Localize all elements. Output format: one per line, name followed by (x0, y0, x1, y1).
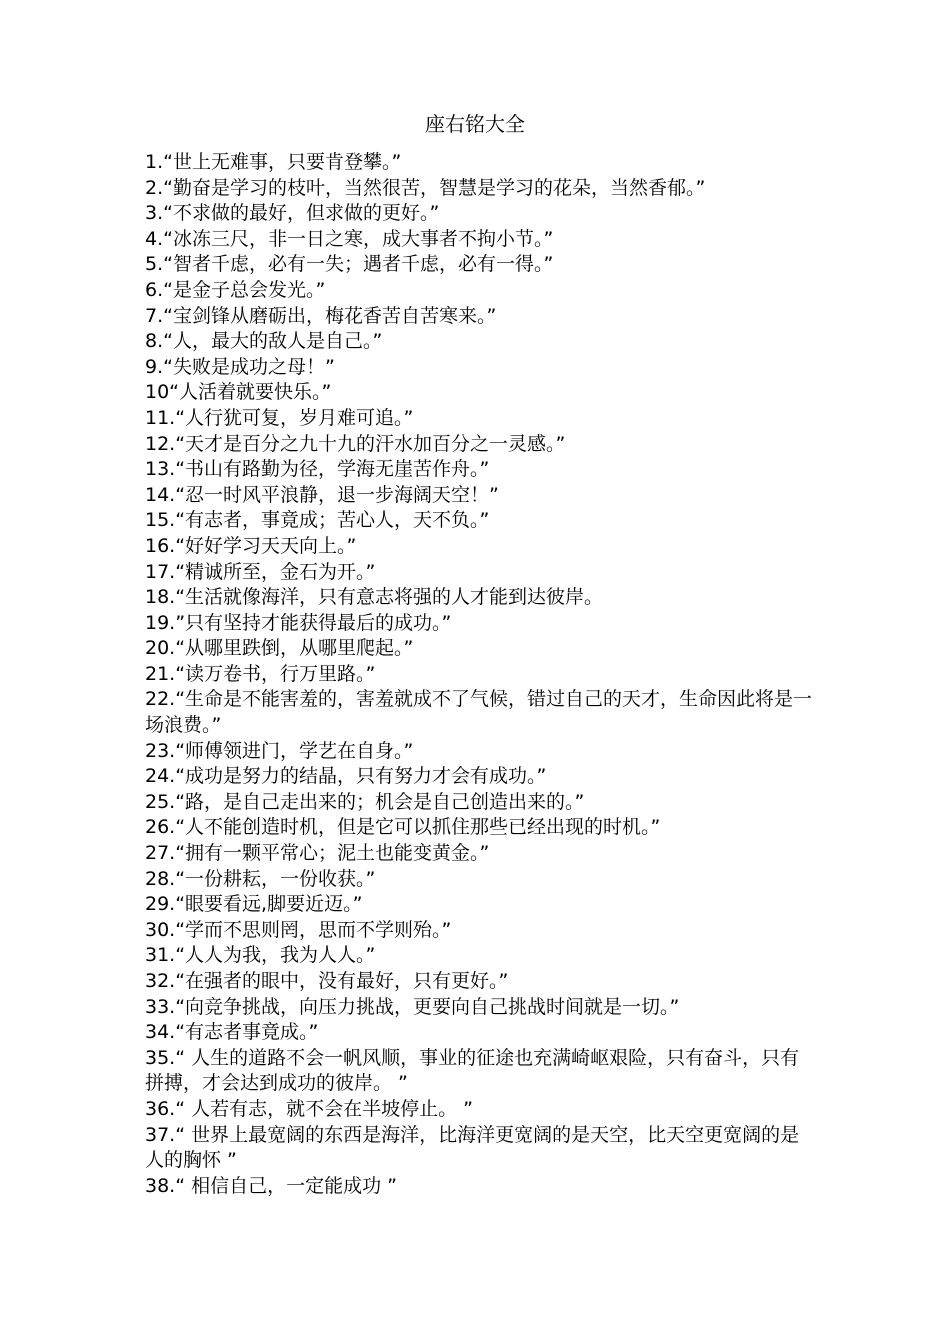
quote-item: 11.“人行犹可复，岁月难可追。” (145, 406, 414, 429)
quote-item: 30.“学而不思则罔，思而不学则殆。” (145, 918, 452, 941)
quote-item: 31.“人人为我，我为人人。” (145, 944, 376, 967)
quote-item: 27.“拥有一颗平常心；泥土也能变黄金。” (145, 842, 490, 865)
quote-item: 34.“有志者事竟成。” (145, 1021, 319, 1044)
quote-item: 13.“书山有路勤为径，学海无崖苦作舟。” (145, 458, 490, 481)
quote-item: 28.“一份耕耘，一份收获。” (145, 867, 376, 890)
quote-item: 3.“不求做的最好，但求做的更好。” (145, 202, 440, 225)
quote-item: 14.“忍一时风平浪静，退一步海阔天空！” (145, 483, 499, 506)
quote-item: 17.“精诚所至，金石为开。” (145, 560, 376, 583)
quote-item: 35.“ 人生的道路不会一帆风顺，事业的征途也充满崎岖艰险，只有奋斗，只有拼搏，才会达到成功的彼岸。 ” (145, 1046, 800, 1095)
quote-item: 6.“是金子总会发光。” (145, 278, 326, 301)
quote-item: 10“人活着就要快乐。” (145, 381, 332, 404)
quote-item: 21.“读万卷书，行万里路。” (145, 662, 376, 685)
quote-item: 37.“ 世界上最宽阔的东西是海洋，比海洋更宽阔的是天空，比天空更宽阔的是人的胸怀 ” (145, 1123, 800, 1172)
quote-item: 19.”只有坚持才能获得最后的成功。” (145, 611, 452, 634)
quote-item: 38.“ 相信自己，一定能成功 ” (145, 1174, 397, 1197)
quote-item: 22.“生命是不能害羞的，害羞就成不了气候，错过自己的天才，生命因此将是一场浪费。” (145, 688, 813, 737)
quote-item: 32.“在强者的眼中，没有最好，只有更好。” (145, 970, 509, 992)
quote-item: 20.“从哪里跌倒，从哪里爬起。” (145, 637, 414, 660)
quote-item: 8.“人，最大的敌人是自己。” (145, 330, 383, 353)
quote-item: 15.“有志者，事竟成；苦心人，天不负。” (145, 509, 490, 532)
quote-item: 2.“勤奋是学习的枝叶，当然很苦，智慧是学习的花朵，当然香郁。” (145, 176, 706, 199)
quote-item: 1.“世上无难事，只要肯登攀。” (145, 151, 402, 173)
quote-list (145, 150, 815, 1199)
quote-item: 25.“路，是自己走出来的；机会是自己创造出来的。” (145, 790, 585, 813)
quote-item: 18.“生活就像海洋，只有意志将强的人才能到达彼岸。 (145, 586, 604, 609)
quote-item: 7.“宝剑锋从磨砺出，梅花香苦自苦寒来。” (145, 304, 497, 327)
quote-item: 16.“好好学习天天向上。” (145, 534, 357, 557)
quote-item: 12.“天才是百分之九十九的汗水加百分之一灵感。” (145, 432, 566, 455)
quote-item: 33.“向竞争挑战，向压力挑战，更要向自己挑战时间就是一切。” (145, 995, 680, 1018)
quote-item: 29.“眼要看远,脚要近迈。” (145, 893, 363, 916)
quote-item: 24.“成功是努力的结晶，只有努力才会有成功。” (145, 765, 547, 788)
quote-item: 36.“ 人若有志，就不会在半坡停止。 ” (145, 1097, 473, 1120)
document-title: 座右铭大全 (425, 112, 525, 136)
quote-item: 9.“失败是成功之母！” (145, 355, 335, 378)
quote-item: 26.“人不能创造时机，但是它可以抓住那些已经出现的时机。” (145, 816, 661, 839)
quote-item: 5.“智者千虑，必有一失；遇者千虑，必有一得。” (145, 253, 554, 276)
quote-item: 4.“冰冻三尺，非一日之寒，成大事者不拘小节。” (145, 227, 554, 250)
quote-item: 23.“师傅领进门，学艺在自身。” (145, 739, 414, 762)
